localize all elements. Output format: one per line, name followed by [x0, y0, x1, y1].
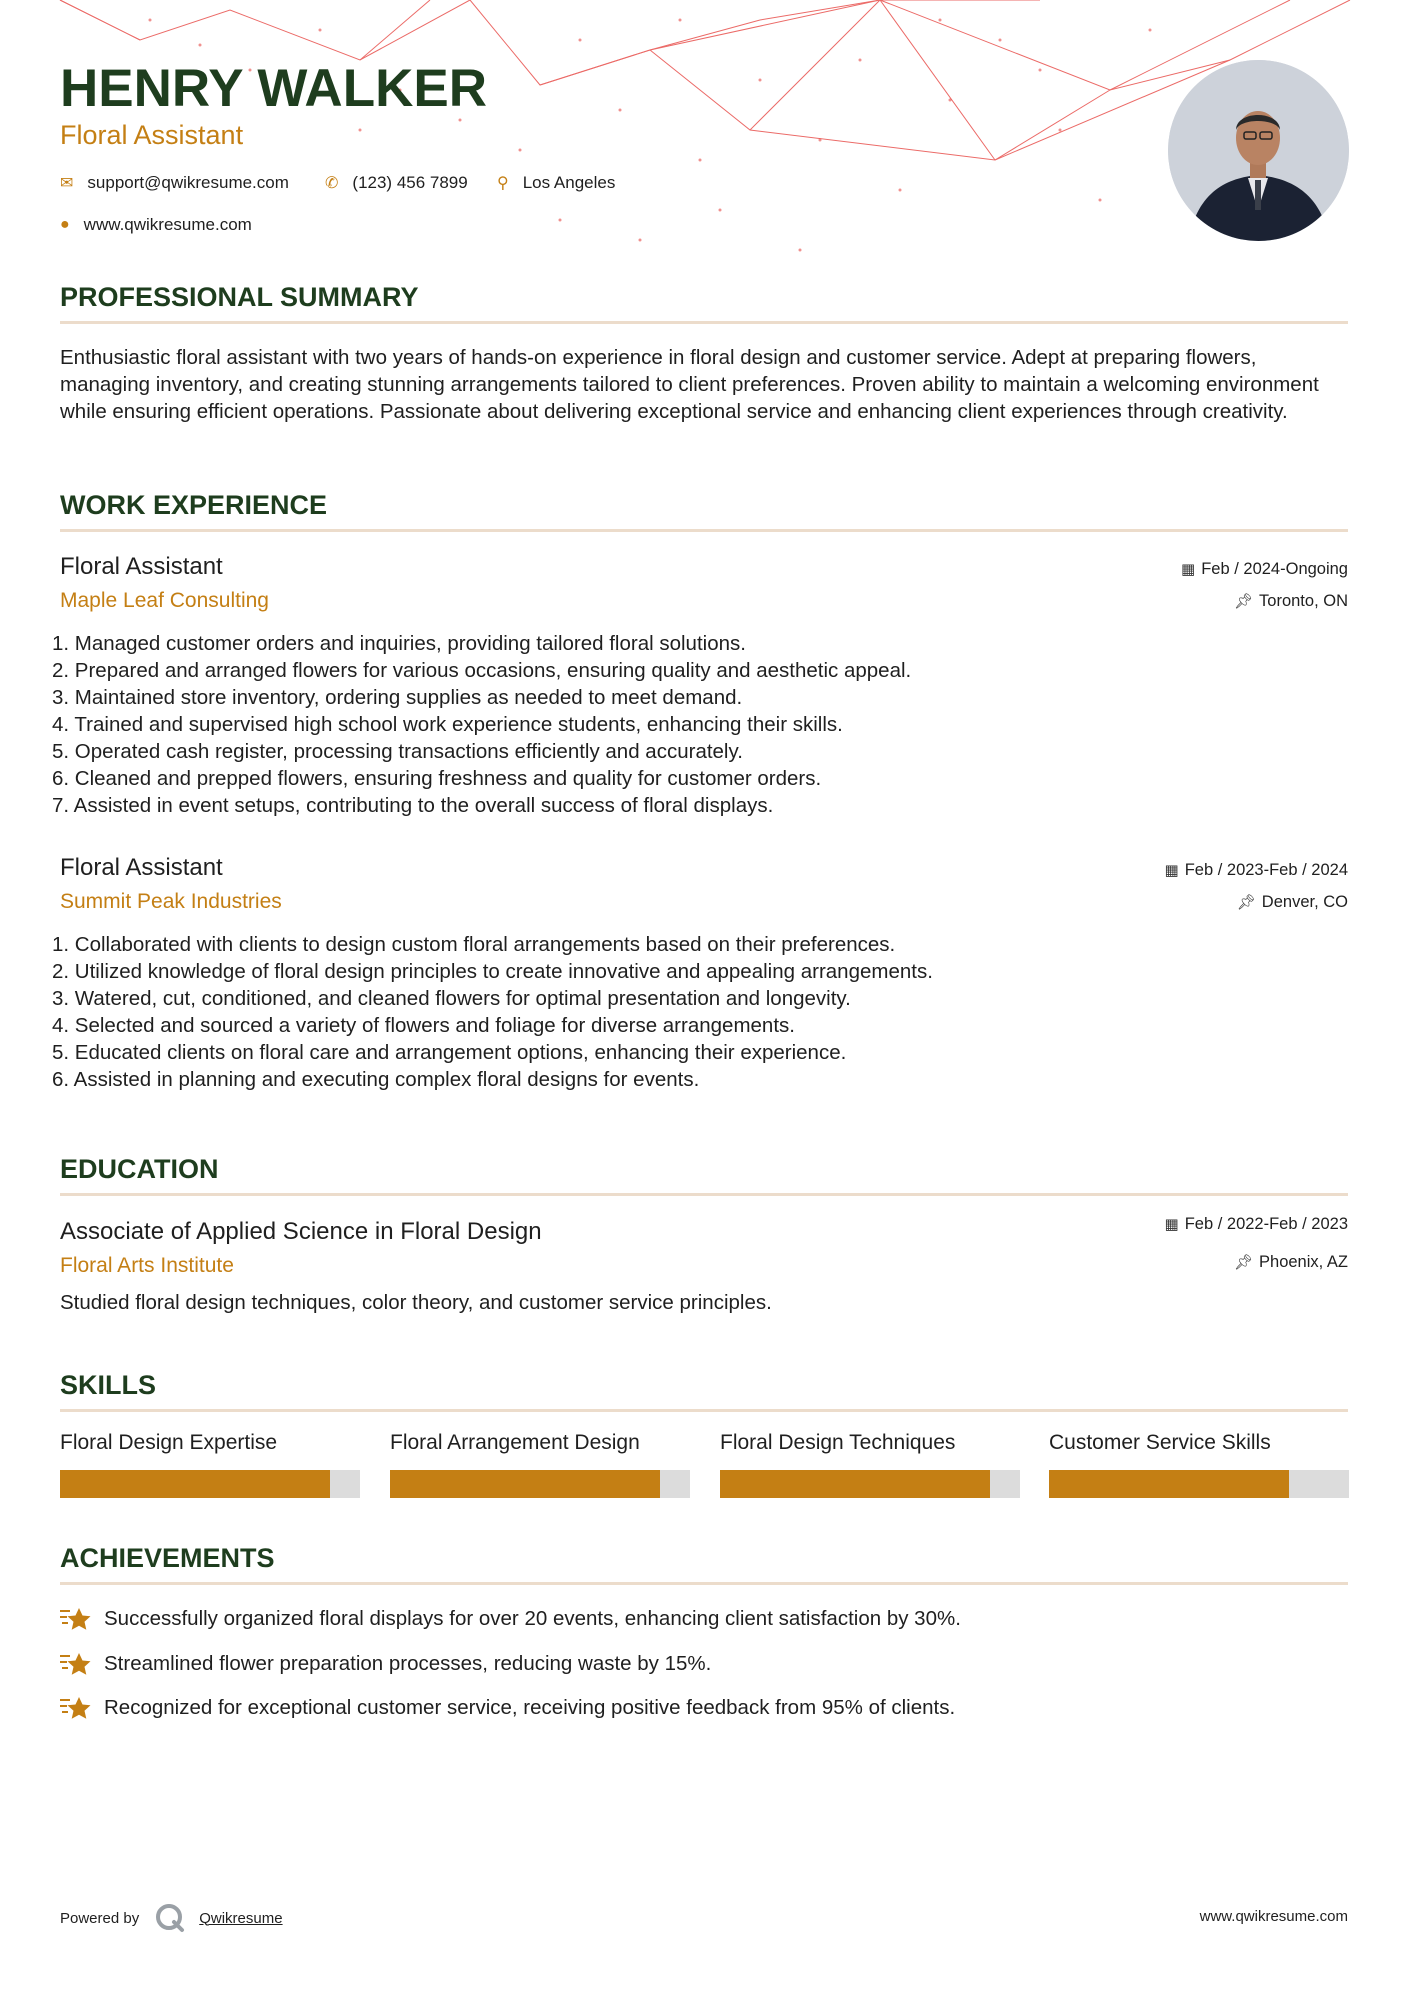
pin-icon: 📌︎	[1233, 593, 1254, 610]
job-bullet-list	[52, 630, 911, 819]
section-divider	[60, 321, 1348, 324]
job-dates-text: Feb / 2023-Feb / 2024	[1184, 861, 1348, 879]
phone-text: (123) 456 7899	[352, 173, 468, 192]
star-award-icon	[58, 1694, 92, 1722]
achievement-text: Successfully organized floral displays for over 20 events, enhancing client satisfaction by 30%.	[104, 1607, 961, 1630]
globe-icon: ●	[60, 216, 70, 233]
qwikresume-logo-icon	[153, 1901, 187, 1935]
achievement-item	[58, 1650, 711, 1678]
section-divider	[60, 529, 1348, 532]
list-item: 1. Collaborated with clients to design custom floral arrangements based on their preferences.	[52, 933, 896, 956]
website-text: www.qwikresume.com	[83, 215, 252, 234]
contact-email[interactable]	[60, 173, 289, 193]
achievement-text: Recognized for exceptional customer service, receiving positive feedback from 95% of clients.	[104, 1696, 956, 1719]
section-divider	[60, 1193, 1348, 1196]
email-text: support@qwikresume.com	[87, 173, 289, 192]
section-divider	[60, 1582, 1348, 1585]
envelope-icon: ✉	[60, 175, 74, 192]
contact-website[interactable]	[60, 215, 252, 235]
skill-item	[1049, 1431, 1349, 1498]
location-text: Los Angeles	[522, 173, 616, 192]
job-bullet-list	[52, 931, 933, 1093]
skill-item	[60, 1431, 360, 1498]
list-item: 4. Trained and supervised high school work experience students, enhancing their skills.	[52, 713, 843, 736]
job-location	[1237, 893, 1348, 912]
job-company: Maple Leaf Consulting	[60, 589, 269, 612]
contact-phone[interactable]	[325, 173, 468, 193]
job-location-text: Toronto, ON	[1259, 592, 1348, 610]
skill-name: Floral Arrangement Design	[390, 1431, 640, 1454]
calendar-icon: ▦	[1181, 561, 1196, 578]
phone-icon: ✆	[325, 175, 339, 192]
list-item: 6. Assisted in planning and executing complex floral designs for events.	[52, 1068, 700, 1091]
section-title-achievements: ACHIEVEMENTS	[60, 1543, 275, 1573]
contact-location	[497, 173, 615, 193]
skill-level-fill	[390, 1470, 660, 1498]
pin-icon: 📌︎	[1233, 1254, 1254, 1271]
job-location	[1234, 592, 1348, 611]
skill-level-fill	[60, 1470, 330, 1498]
section-divider	[60, 1409, 1348, 1412]
education-dates-text: Feb / 2022-Feb / 2023	[1184, 1215, 1348, 1233]
list-item: 5. Operated cash register, processing transactions efficiently and accurately.	[52, 740, 743, 763]
school-name: Floral Arts Institute	[60, 1254, 234, 1277]
skill-item	[720, 1431, 1020, 1498]
achievement-item	[58, 1605, 961, 1633]
job-dates	[1165, 861, 1348, 880]
list-item: 1. Managed customer orders and inquiries, providing tailored floral solutions.	[52, 632, 746, 655]
skill-item	[390, 1431, 690, 1498]
list-item: 2. Utilized knowledge of floral design principles to create innovative and appealing arrangements.	[52, 960, 933, 983]
skill-level-bar	[390, 1470, 690, 1498]
map-pin-icon: ⚲	[497, 175, 509, 192]
summary-text: Enthusiastic floral assistant with two years of hands-on experience in floral design and customer service. Adept at preparing flowers, managing inventory, and creating stunning arrangements tailored to client preferences. Proven ability to maintain a welcoming environment while ensuring efficient operations. Passionate about delivering exceptional service and enhancing client experiences through creativity.	[60, 346, 1319, 423]
calendar-icon: ▦	[1164, 862, 1179, 879]
list-item: 6. Cleaned and prepped flowers, ensuring freshness and quality for customer orders.	[52, 767, 822, 790]
skill-name: Customer Service Skills	[1049, 1431, 1271, 1454]
job-dates-text: Feb / 2024-Ongoing	[1201, 560, 1348, 578]
footer-website[interactable]: www.qwikresume.com	[1199, 1908, 1348, 1925]
skill-level-bar	[720, 1470, 1020, 1498]
achievement-item	[58, 1694, 955, 1722]
skill-level-bar	[60, 1470, 360, 1498]
list-item: 4. Selected and sourced a variety of flowers and foliage for diverse arrangements.	[52, 1014, 795, 1037]
education-location-text: Phoenix, AZ	[1259, 1253, 1348, 1271]
list-item: 5. Educated clients on floral care and arrangement options, enhancing their experience.	[52, 1041, 847, 1064]
job-title: Floral Assistant	[60, 854, 223, 881]
education-description: Studied floral design techniques, color theory, and customer service principles.	[60, 1291, 772, 1314]
section-title-skills: SKILLS	[60, 1370, 157, 1400]
list-item: 2. Prepared and arranged flowers for various occasions, ensuring quality and aesthetic appeal.	[52, 659, 912, 682]
pin-icon: 📌︎	[1236, 894, 1256, 911]
section-title-summary: PROFESSIONAL SUMMARY	[60, 282, 419, 312]
list-item: 7. Assisted in event setups, contributing to the overall success of floral displays.	[52, 794, 774, 817]
footer-powered-by	[60, 1901, 283, 1935]
candidate-title: Floral Assistant	[60, 120, 244, 150]
candidate-name: HENRY WALKER	[60, 59, 487, 118]
profile-photo	[1168, 60, 1349, 241]
achievement-text: Streamlined flower preparation processes, reducing waste by 15%.	[104, 1652, 712, 1675]
section-title-education: EDUCATION	[60, 1154, 219, 1184]
skill-level-fill	[1049, 1470, 1289, 1498]
education-dates	[1165, 1215, 1348, 1234]
list-item: 3. Watered, cut, conditioned, and cleaned flowers for optimal presentation and longevity.	[52, 987, 851, 1010]
qwikresume-link[interactable]: Qwikresume	[199, 1909, 283, 1927]
list-item: 3. Maintained store inventory, ordering supplies as needed to meet demand.	[52, 686, 743, 709]
skill-level-bar	[1049, 1470, 1349, 1498]
powered-by-label: Powered by	[60, 1909, 140, 1927]
skill-name: Floral Design Techniques	[720, 1431, 956, 1454]
degree-title: Associate of Applied Science in Floral Design	[60, 1218, 542, 1245]
star-award-icon	[58, 1650, 92, 1678]
section-title-experience: WORK EXPERIENCE	[60, 490, 328, 520]
skill-name: Floral Design Expertise	[60, 1431, 278, 1454]
job-title: Floral Assistant	[60, 553, 223, 580]
calendar-icon: ▦	[1164, 1216, 1179, 1233]
job-dates	[1181, 560, 1348, 579]
job-location-text: Denver, CO	[1261, 893, 1348, 911]
skill-level-fill	[720, 1470, 990, 1498]
job-company: Summit Peak Industries	[60, 890, 282, 913]
education-location	[1234, 1253, 1348, 1272]
star-award-icon	[58, 1605, 92, 1633]
